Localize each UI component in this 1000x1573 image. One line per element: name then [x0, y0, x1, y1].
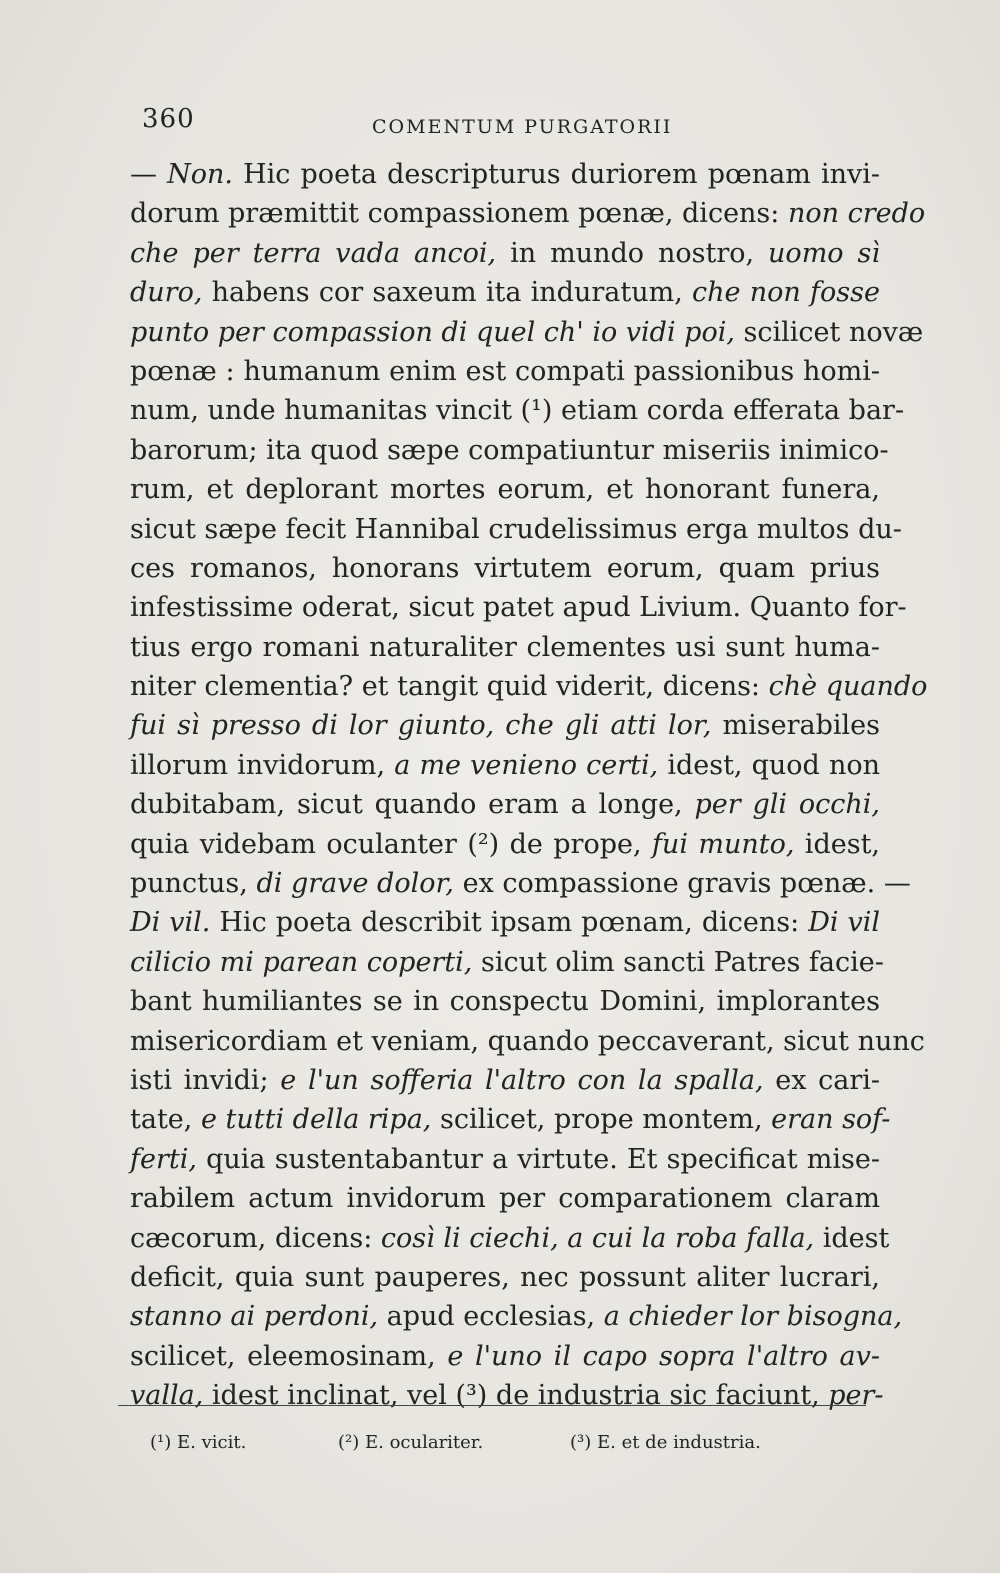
commentary-text: quia sustentabantur a virtute. Et specificat mise- — [196, 1143, 880, 1175]
italic-quote: Non. — [167, 159, 233, 190]
commentary-text: sicut olim sancti Patres facie- — [472, 946, 884, 978]
commentary-text: ces romanos, honorans virtutem eorum, quam prius — [130, 552, 880, 584]
commentary-text: dubitabam, sicut quando eram a longe, — [130, 789, 695, 821]
text-line — [130, 470, 880, 509]
commentary-text: idest, quod non — [658, 749, 880, 781]
text-line — [130, 273, 880, 312]
italic-quote: non credo — [787, 198, 926, 230]
italic-quote: cilicio mi parean coperti, — [130, 946, 473, 978]
commentary-text: dorum præmittit compassionem pœnæ, dicens: — [130, 198, 788, 230]
text-line — [130, 1140, 880, 1179]
commentary-text: infestissime oderat, sicut patet apud Livium. Quanto for- — [130, 592, 907, 624]
italic-quote: per gli occhi, — [694, 789, 880, 821]
text-line — [130, 155, 880, 194]
italic-quote: di grave dolor, — [256, 868, 455, 900]
commentary-text: idest inclinat, vel (³) de industria sic faciunt, — [203, 1380, 829, 1412]
italic-quote: che non fosse — [692, 277, 880, 309]
commentary-text: Hic poeta descripturus duriorem pœnam invi- — [232, 159, 880, 190]
commentary-text: pœnæ : humanum enim est compati passionibus homi- — [130, 355, 880, 387]
italic-quote: uomo sì — [768, 237, 881, 269]
text-line — [130, 1061, 880, 1100]
commentary-text: misericordiam et veniam, quando peccaverant, sicut nunc — [130, 1025, 925, 1057]
commentary-text: Hic poeta describit ipsam pœnam, dicens: — [210, 907, 809, 939]
italic-quote: a me venieno certi, — [394, 749, 659, 781]
italic-quote: ferti, — [130, 1143, 197, 1175]
italic-quote: per- — [828, 1380, 884, 1412]
italic-quote: Di vil. — [130, 907, 211, 939]
text-line — [130, 864, 911, 903]
commentary-text: ex cari- — [763, 1064, 881, 1096]
italic-quote: così li ciechi, a cui la roba falla, — [380, 1222, 815, 1254]
text-line — [130, 234, 880, 273]
commentary-text: in mundo nostro, — [496, 237, 769, 269]
text-line — [130, 746, 880, 785]
text-line — [130, 549, 880, 588]
text-line — [130, 982, 880, 1021]
commentary-text: num, unde humanitas vincit (¹) etiam corda efferata bar- — [130, 395, 905, 427]
footnote-rule — [118, 1405, 866, 1406]
italic-quote: fui sì presso di lor giunto, che gli atti lor, — [130, 710, 712, 742]
commentary-text: illorum invidorum, — [130, 749, 395, 781]
commentary-text: barorum; ita quod sæpe compatiuntur miseriis inimico- — [130, 434, 889, 466]
italic-quote: e tutti della ripa, — [200, 1104, 432, 1136]
commentary-text: punctus, — [130, 868, 257, 900]
commentary-text: tate, — [130, 1104, 201, 1136]
text-line — [130, 785, 880, 824]
text-line — [130, 431, 889, 470]
italic-quote: valla, — [130, 1380, 204, 1412]
italic-quote: punto per compassion di quel ch' io vidi poi, — [130, 316, 735, 348]
page-number: 360 — [142, 104, 195, 134]
text-line — [130, 628, 880, 667]
italic-quote: e l'uno il capo sopra l'altro av- — [447, 1340, 880, 1372]
text-line — [130, 1376, 884, 1415]
body-text — [130, 155, 928, 1416]
running-title: COMENTUM PURGATORII — [372, 116, 673, 138]
text-line — [130, 1022, 925, 1061]
text-line — [130, 1258, 880, 1297]
commentary-text: tius ergo romani naturaliter clementes usi sunt huma- — [130, 631, 880, 663]
commentary-text: scilicet, eleemosinam, — [130, 1340, 448, 1372]
running-head — [142, 104, 882, 144]
text-line — [130, 667, 928, 706]
italic-quote: chè quando — [768, 671, 928, 703]
footnote-1: (¹) E. vicit. — [150, 1432, 247, 1453]
commentary-text: niter clementia? et tangit quid viderit, dicens: — [130, 671, 769, 703]
commentary-text: deficit, quia sunt pauperes, nec possunt aliter lucrari, — [130, 1261, 880, 1293]
text-line — [130, 1179, 880, 1218]
text-line — [130, 313, 924, 352]
commentary-text: habens cor saxeum ita induratum, — [202, 277, 693, 309]
text-line — [130, 1337, 880, 1376]
text-line — [130, 510, 902, 549]
text-line — [130, 1219, 890, 1258]
footnote-3: (³) E. et de industria. — [570, 1432, 761, 1453]
commentary-text: idest — [814, 1222, 890, 1254]
commentary-text: bant humiliantes se in conspectu Domini, implorantes — [130, 986, 880, 1018]
commentary-text: sicut sæpe fecit Hannibal crudelissimus erga multos du- — [130, 513, 902, 545]
commentary-text: ex compassione gravis pœnæ. — — [454, 868, 911, 900]
commentary-text: apud ecclesias, — [378, 1301, 604, 1333]
italic-quote: che per terra vada ancoi, — [130, 237, 497, 269]
text-line — [130, 1100, 891, 1139]
italic-quote: duro, — [130, 277, 203, 309]
text-line — [130, 1297, 903, 1336]
text-line — [130, 706, 880, 745]
text-line — [130, 352, 880, 391]
commentary-text: cæcorum, dicens: — [130, 1222, 381, 1254]
commentary-text: isti invidi; — [130, 1064, 281, 1096]
italic-quote: stanno ai perdoni, — [130, 1301, 379, 1333]
commentary-text: rum, et deplorant mortes eorum, et honorant funera, — [130, 474, 880, 506]
text-line — [130, 943, 884, 982]
commentary-text: quia videbam oculanter (²) de prope, — [130, 828, 652, 860]
italic-quote: eran sof- — [771, 1104, 891, 1136]
commentary-text: scilicet, prope montem, — [431, 1104, 772, 1136]
text-line — [130, 391, 905, 430]
italic-quote: fui munto, — [651, 828, 795, 860]
text-line — [130, 588, 907, 627]
italic-quote: Di vil — [808, 907, 880, 939]
footnotes — [150, 1422, 790, 1462]
italic-quote: a chieder lor bisogna, — [603, 1301, 903, 1333]
text-line — [130, 194, 926, 233]
italic-quote: e l'un sofferia l'altro con la spalla, — [280, 1064, 764, 1096]
footnote-2: (²) E. oculariter. — [338, 1432, 484, 1453]
text-line — [130, 903, 880, 942]
text-line — [130, 825, 880, 864]
commentary-text: miserabiles — [711, 710, 880, 742]
commentary-text: idest, — [794, 828, 880, 860]
commentary-text: rabilem actum invidorum per comparationem claram — [130, 1183, 880, 1215]
commentary-text: — — [130, 159, 168, 190]
commentary-text: scilicet novæ — [734, 316, 924, 348]
